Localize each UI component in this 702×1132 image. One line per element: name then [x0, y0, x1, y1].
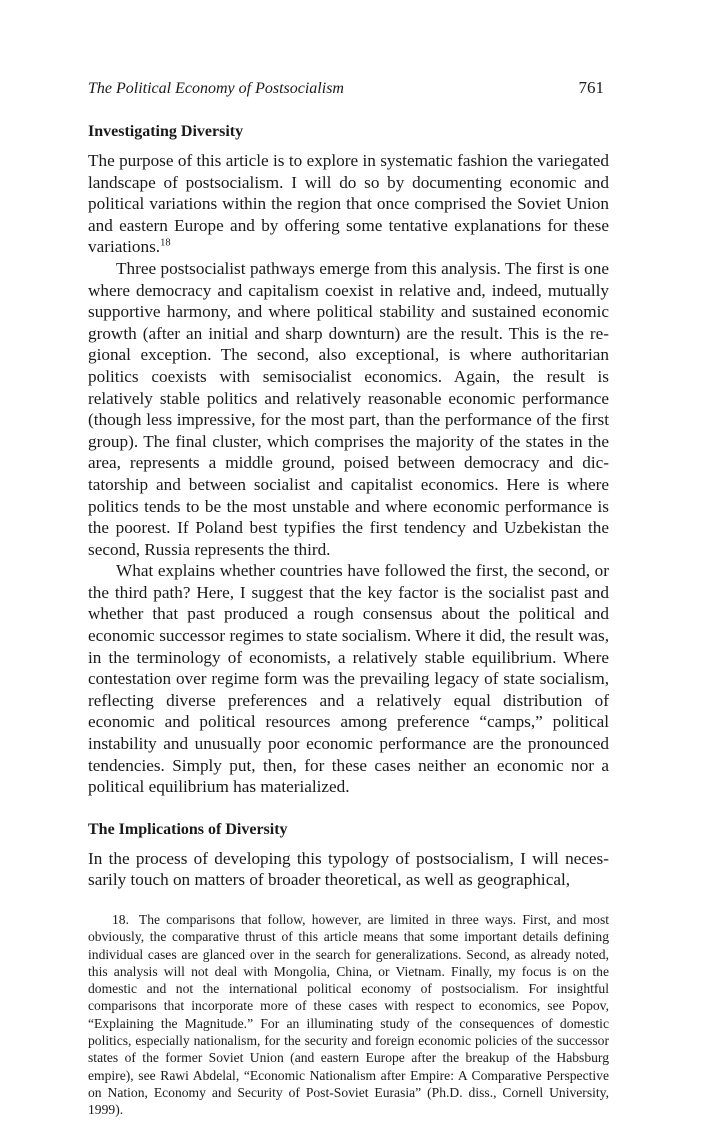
- footnote-number: 18.: [112, 912, 129, 927]
- paragraph: [88, 150, 609, 258]
- running-title: The Political Economy of Postsocialism: [88, 80, 344, 97]
- running-head: [88, 78, 604, 98]
- section-heading-investigating-diversity: Investigating Diversity: [88, 123, 244, 140]
- footnote-reference[interactable]: 18: [160, 237, 171, 249]
- paragraph-text: The purpose of this article is to explore in systematic fashion the variegated landscape of postsocialism. I will do so by documenting economic and political variations within the region that once comprised the Soviet Union and eastern Europe and by offering some tentative explanations for these variations.: [88, 151, 609, 257]
- paragraph: In the process of developing this typology of postsocialism, I will necessarily touch on matters of broader theoretical, as well as geographical,: [88, 848, 609, 890]
- paragraph: What explains whether countries have followed the first, the second, or the third path? Here, I suggest that the key factor is the socialist past and whether that past produced a rough consensus about the political and economic successor regimes to state socialism. Where it did, the result was, in the terminology of economists, a relatively stable equilibrium. Where contestation over regime form was the prevailing legacy of state socialism, reflecting diverse preferences and a relatively equal distribution of economic and political resources among preference “camps,” political instability and unusually poor economic performance are the pronounced tendencies. Simply put, then, for these cases neither an economic nor a political equilibrium has materialized.: [88, 561, 609, 797]
- main-text: [88, 122, 609, 1132]
- paragraph: Three postsocialist pathways emerge from this analysis. The first is one where democracy and capitalism coexist in relative and, indeed, mutually supportive harmony, and where political stability and sustained economic growth (after an initial and sharp downturn) are the result. This is the regional exception. The second, also exceptional, is where authoritarian politics coexists with semisocialist economics. Again, the result is relatively stable politics and relatively reasonable economic performance (though less impressive, for the most part, than the performance of the first group). The final cluster, which comprises the majority of the states in the area, represents a middle ground, poised between democracy and dictatorship and between socialist and capitalist economics. Here is where politics tends to be the most unstable and where economic performance is the poorest. If Poland best typifies the first tendency and Uzbekistan the second, Russia represents the third.: [88, 258, 609, 559]
- footnote: [88, 911, 609, 1119]
- page-number: 761: [578, 78, 604, 97]
- footnote-text: The comparisons that follow, however, are limited in three ways. First, and most obviously, the comparative thrust of this article means that some important details defining individual cases are glanced over in the search for generalizations. Second, as already noted, this analysis will not deal with Mongolia, China, or Vietnam. Finally, my focus is on the domestic and not the international political economy of postsocialism. For insightful comparisons that incorporate more of these cases with respect to economics, see Popov, “Explaining the Magnitude.” For an illuminating study of the consequences of domestic politics, especially nationalism, for the security and foreign economic policies of the successor states of the former Soviet Union (and eastern Europe after the breakup of the Habsburg empire), see Rawi Abdelal, “Economic Nationalism after Empire: A Comparative Perspective on Nation, Economy and Security of Post-Soviet Eurasia” (Ph.D. diss., Cornell University, 1999).: [88, 912, 610, 1118]
- section-heading-implications-of-diversity: The Implications of Diversity: [88, 820, 288, 838]
